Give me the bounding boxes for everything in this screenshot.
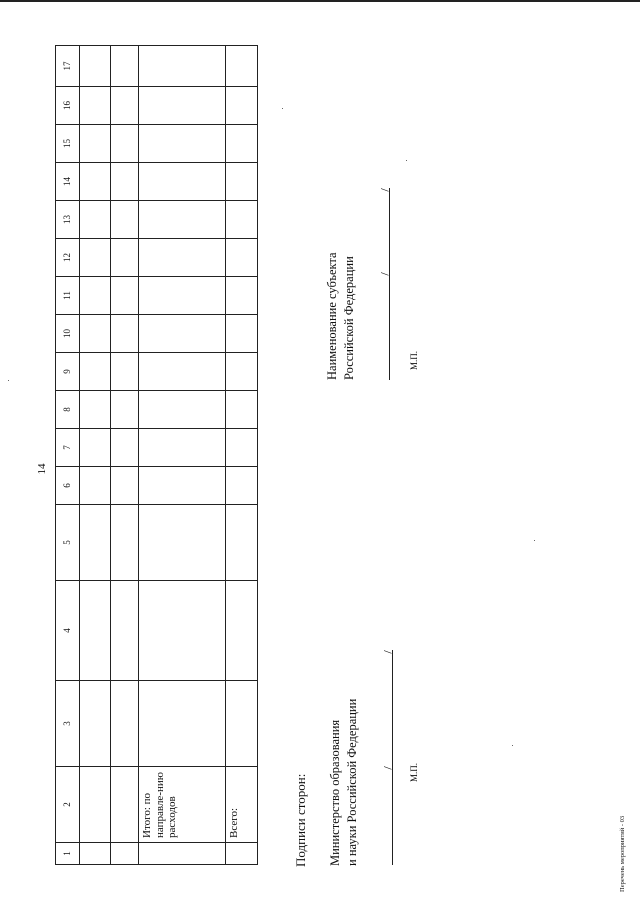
row-label xyxy=(80,767,111,843)
expenses-table xyxy=(55,48,258,865)
column-number: 7 xyxy=(56,429,80,467)
subject-name-line2: Российской Федерации xyxy=(342,256,356,380)
ministry-seal-mark: М.П. xyxy=(409,762,419,782)
subject-name-line1: Наименование субъекта xyxy=(325,252,339,380)
column-number: 17 xyxy=(56,46,80,87)
subject-seal-mark: М.П. xyxy=(409,350,419,370)
table-row-subtotal xyxy=(139,46,226,865)
table-row xyxy=(111,46,139,865)
signature-separator: / xyxy=(380,766,395,770)
footer xyxy=(618,692,630,892)
scan-speck xyxy=(406,160,407,161)
column-number-row xyxy=(56,46,80,865)
scan-speck xyxy=(8,380,9,381)
row-label xyxy=(111,767,139,843)
signature-separator: / xyxy=(380,650,395,654)
subject-party xyxy=(324,180,360,380)
column-number: 14 xyxy=(56,163,80,201)
column-number: 1 xyxy=(56,843,80,865)
column-number: 4 xyxy=(56,581,80,681)
column-number: 11 xyxy=(56,277,80,315)
ministry-party xyxy=(327,606,363,866)
column-number: 5 xyxy=(56,505,80,581)
row-label: Всего: xyxy=(225,767,257,843)
signature-separator: / xyxy=(377,188,392,192)
subject-signature-line xyxy=(389,188,390,380)
column-number: 15 xyxy=(56,125,80,163)
column-number: 12 xyxy=(56,239,80,277)
scan-edge xyxy=(0,0,640,2)
row-label: Итого: по направле-нию расходов xyxy=(139,767,226,843)
column-number: 10 xyxy=(56,315,80,353)
column-number: 2 xyxy=(56,767,80,843)
ministry-name-line2: и науки Российской Федерации xyxy=(345,698,359,866)
signatures-title: Подписи сторон: xyxy=(293,773,308,867)
footer-text: Перечень мероприятий - 03 xyxy=(619,815,626,892)
column-number: 13 xyxy=(56,201,80,239)
page-number: 14 xyxy=(36,463,48,475)
signatures-heading xyxy=(292,627,312,867)
table-row xyxy=(80,46,111,865)
scan-speck xyxy=(512,745,513,746)
column-number: 3 xyxy=(56,681,80,767)
column-number: 8 xyxy=(56,391,80,429)
column-number: 6 xyxy=(56,467,80,505)
signature-separator: / xyxy=(377,272,392,276)
table-row-total xyxy=(225,46,257,865)
ministry-name-line1: Министерство образования xyxy=(328,719,342,866)
column-number: 9 xyxy=(56,353,80,391)
column-number: 16 xyxy=(56,87,80,125)
ministry-signature-line xyxy=(392,650,393,865)
scan-speck xyxy=(534,540,535,541)
scan-speck xyxy=(282,108,283,109)
